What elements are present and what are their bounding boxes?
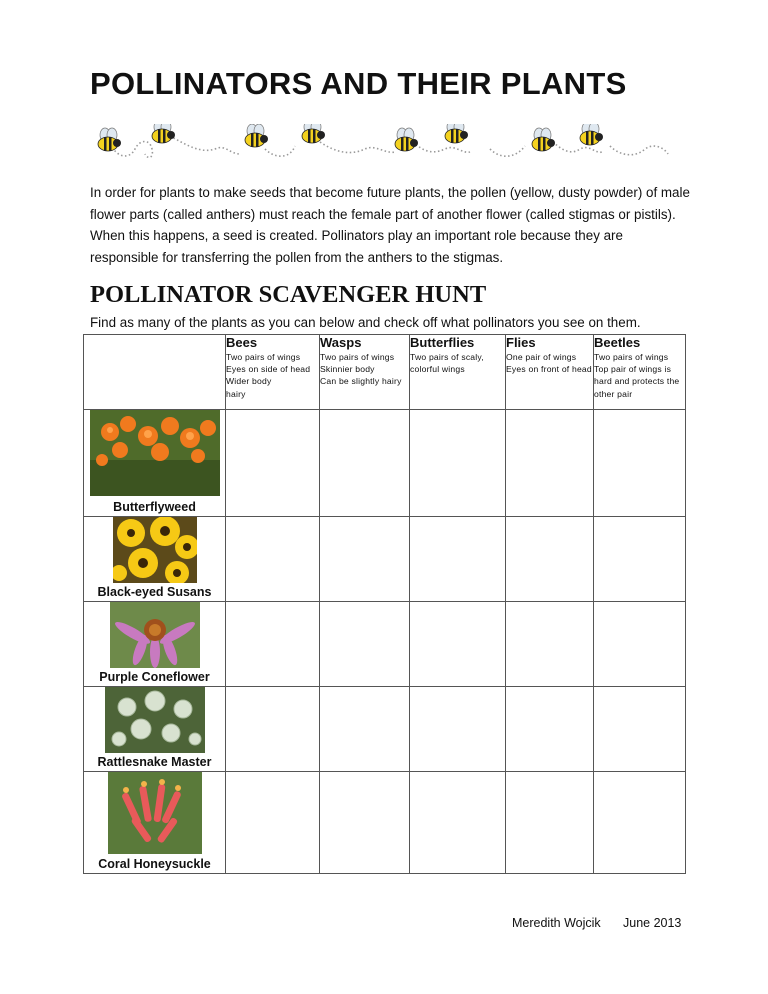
check-cell[interactable] (320, 410, 410, 517)
check-cell[interactable] (226, 602, 320, 687)
check-cell[interactable] (506, 602, 594, 687)
plant-name: Coral Honeysuckle (98, 857, 211, 871)
check-cell[interactable] (226, 687, 320, 772)
check-cell[interactable] (410, 410, 506, 517)
header-blank-cell (84, 335, 226, 410)
plant-cell-rattlesnake-master (84, 687, 226, 772)
check-cell[interactable] (410, 517, 506, 602)
check-cell[interactable] (594, 602, 686, 687)
check-cell[interactable] (320, 602, 410, 687)
check-cell[interactable] (410, 687, 506, 772)
column-header-bees: Bees Two pairs of wings Eyes on side of head Wider body hairy (226, 335, 320, 410)
footer-author: Meredith Wojcik (512, 916, 601, 930)
check-cell[interactable] (506, 772, 594, 874)
check-cell[interactable] (320, 517, 410, 602)
check-cell[interactable] (226, 517, 320, 602)
instructions: Find as many of the plants as you can below and check off what pollinators you see on them. (90, 315, 641, 330)
scavenger-hunt-table (83, 334, 686, 874)
check-cell[interactable] (410, 602, 506, 687)
black-eyed-susans-photo (113, 517, 197, 583)
check-cell[interactable] (226, 410, 320, 517)
footer-date: June 2013 (623, 916, 682, 930)
page-title: POLLINATORS AND THEIR PLANTS (90, 66, 627, 101)
table-row (84, 772, 686, 874)
check-cell[interactable] (506, 517, 594, 602)
check-cell[interactable] (506, 687, 594, 772)
check-cell[interactable] (594, 517, 686, 602)
table-row (84, 517, 686, 602)
plant-name: Black-eyed Susans (97, 585, 212, 599)
plant-name: Rattlesnake Master (97, 755, 212, 769)
column-header-beetles: Beetles Two pairs of wings Top pair of wings is hard and protects the other pair (594, 335, 686, 410)
plant-cell-purple-coneflower (84, 602, 226, 687)
check-cell[interactable] (410, 772, 506, 874)
check-cell[interactable] (320, 772, 410, 874)
check-cell[interactable] (594, 772, 686, 874)
column-header-wasps: Wasps Two pairs of wings Skinnier body Can be slightly hairy (320, 335, 410, 410)
coral-honeysuckle-photo (108, 772, 202, 854)
plant-cell-coral-honeysuckle (84, 772, 226, 874)
rattlesnake-master-photo (105, 687, 205, 753)
section-title: POLLINATOR SCAVENGER HUNT (90, 281, 487, 308)
table-row (84, 687, 686, 772)
check-cell[interactable] (594, 687, 686, 772)
table-header-row (84, 335, 686, 410)
plant-name: Butterflyweed (113, 500, 196, 514)
plant-name: Purple Coneflower (99, 670, 210, 684)
column-header-flies: Flies One pair of wings Eyes on front of head (506, 335, 594, 410)
column-header-butterflies: Butterflies Two pairs of scaly, colorful wings (410, 335, 506, 410)
purple-coneflower-photo (110, 602, 200, 668)
check-cell[interactable] (594, 410, 686, 517)
intro-paragraph: In order for plants to make seeds that become future plants, the pollen (yellow, dusty powder) of male flower parts (called anthers) must reach the female part of another flower (called stigmas or pistils). When this happens, a seed is created. Pollinators play an important role because they are responsible for transferring the pollen from the anthers to the stigmas. (90, 185, 690, 265)
table-row (84, 602, 686, 687)
check-cell[interactable] (320, 687, 410, 772)
butterflyweed-photo (90, 410, 220, 496)
table-row (84, 410, 686, 517)
bee-border (90, 124, 670, 168)
plant-cell-butterflyweed (84, 410, 226, 517)
check-cell[interactable] (506, 410, 594, 517)
check-cell[interactable] (226, 772, 320, 874)
plant-cell-black-eyed-susans (84, 517, 226, 602)
